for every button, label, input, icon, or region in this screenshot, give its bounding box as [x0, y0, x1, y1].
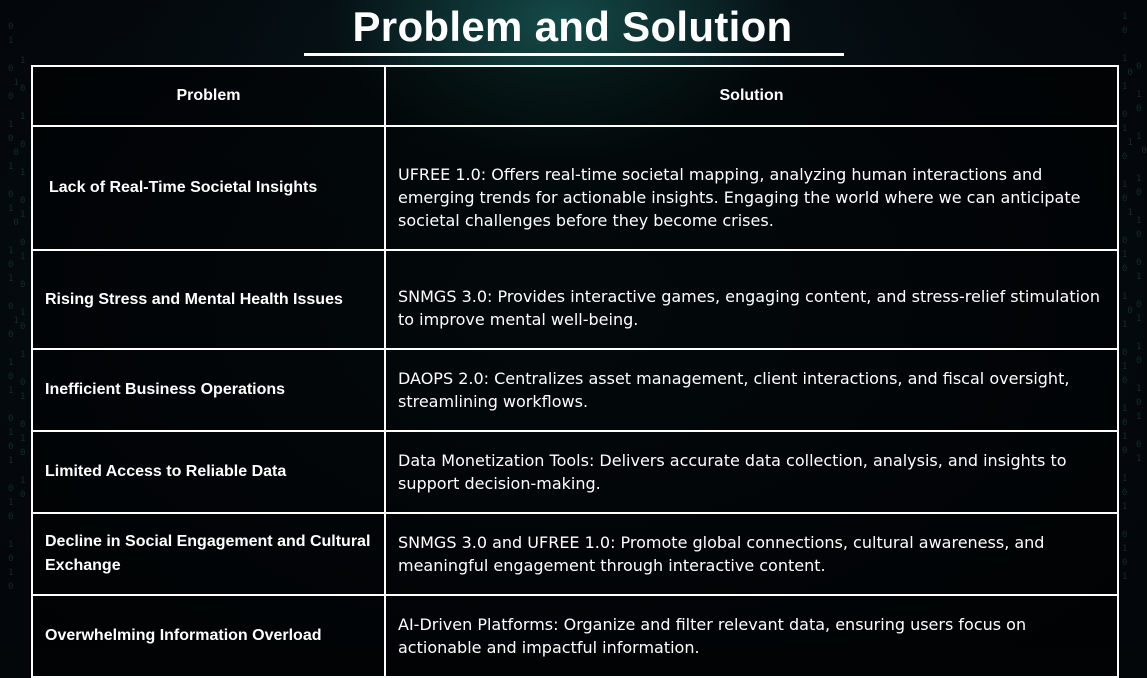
background-code-column: 1 0 1 0 1 0 1 0 1 0 1 0 1 0 1 0 1 0 1 0 — [20, 56, 26, 500]
problem-solution-table — [31, 65, 1119, 678]
problem-cell: Inefficient Business Operations — [32, 349, 385, 431]
table-row — [32, 126, 1118, 250]
solution-cell: UFREE 1.0: Offers real-time societal mapping, analyzing human interactions and emerging trends for actionable insights. Engaging the world where we can anticipate societal challenges before they become crises. — [385, 126, 1118, 250]
solution-cell: AI-Driven Platforms: Organize and filter relevant data, ensuring users focus on actionable and impactful information. — [385, 595, 1118, 677]
solution-cell: SNMGS 3.0: Provides interactive games, engaging content, and stress-relief stimulation to improve mental well-being. — [385, 250, 1118, 349]
table-row — [32, 513, 1118, 595]
problem-column-header: Problem — [32, 66, 385, 126]
problem-cell: Lack of Real-Time Societal Insights — [32, 126, 385, 250]
problem-cell: Overwhelming Information Overload — [32, 595, 385, 677]
table-row — [32, 595, 1118, 677]
background-code-column: 0 1 0 1 0 1 0 0 1 0 1 0 1 0 1 0 1 0 1 0 1 0 1 0 1 0 1 0 1 0 1 0 — [8, 22, 19, 592]
background-code-column: 0 1 0 1 0 1 0 1 0 0 1 0 1 1 0 1 0 1 0 1 — [1136, 62, 1147, 464]
solution-cell: Data Monetization Tools: Delivers accurate data collection, analysis, and insights to support decision-making. — [385, 431, 1118, 513]
table-header-row — [32, 66, 1118, 126]
title-underline — [304, 53, 844, 56]
page-title: Problem and Solution — [352, 3, 793, 50]
problem-cell: Limited Access to Reliable Data — [32, 431, 385, 513]
solution-cell: DAOPS 2.0: Centralizes asset management, client interactions, and fiscal oversight, streamlining workflows. — [385, 349, 1118, 431]
problem-cell: Rising Stress and Mental Health Issues — [32, 250, 385, 349]
solution-cell: SNMGS 3.0 and UFREE 1.0: Promote global connections, cultural awareness, and meaningful engagement through interactive content. — [385, 513, 1118, 595]
table-row — [32, 250, 1118, 349]
table-row — [32, 431, 1118, 513]
background-code-column: 1 0 1 0 1 0 1 1 0 1 0 1 0 1 0 1 0 1 0 1 0 1 0 1 0 1 0 1 0 1 0 1 — [1122, 12, 1133, 582]
table-row — [32, 349, 1118, 431]
solution-column-header: Solution — [385, 66, 1118, 126]
problem-cell: Decline in Social Engagement and Cultural Exchange — [32, 513, 385, 595]
